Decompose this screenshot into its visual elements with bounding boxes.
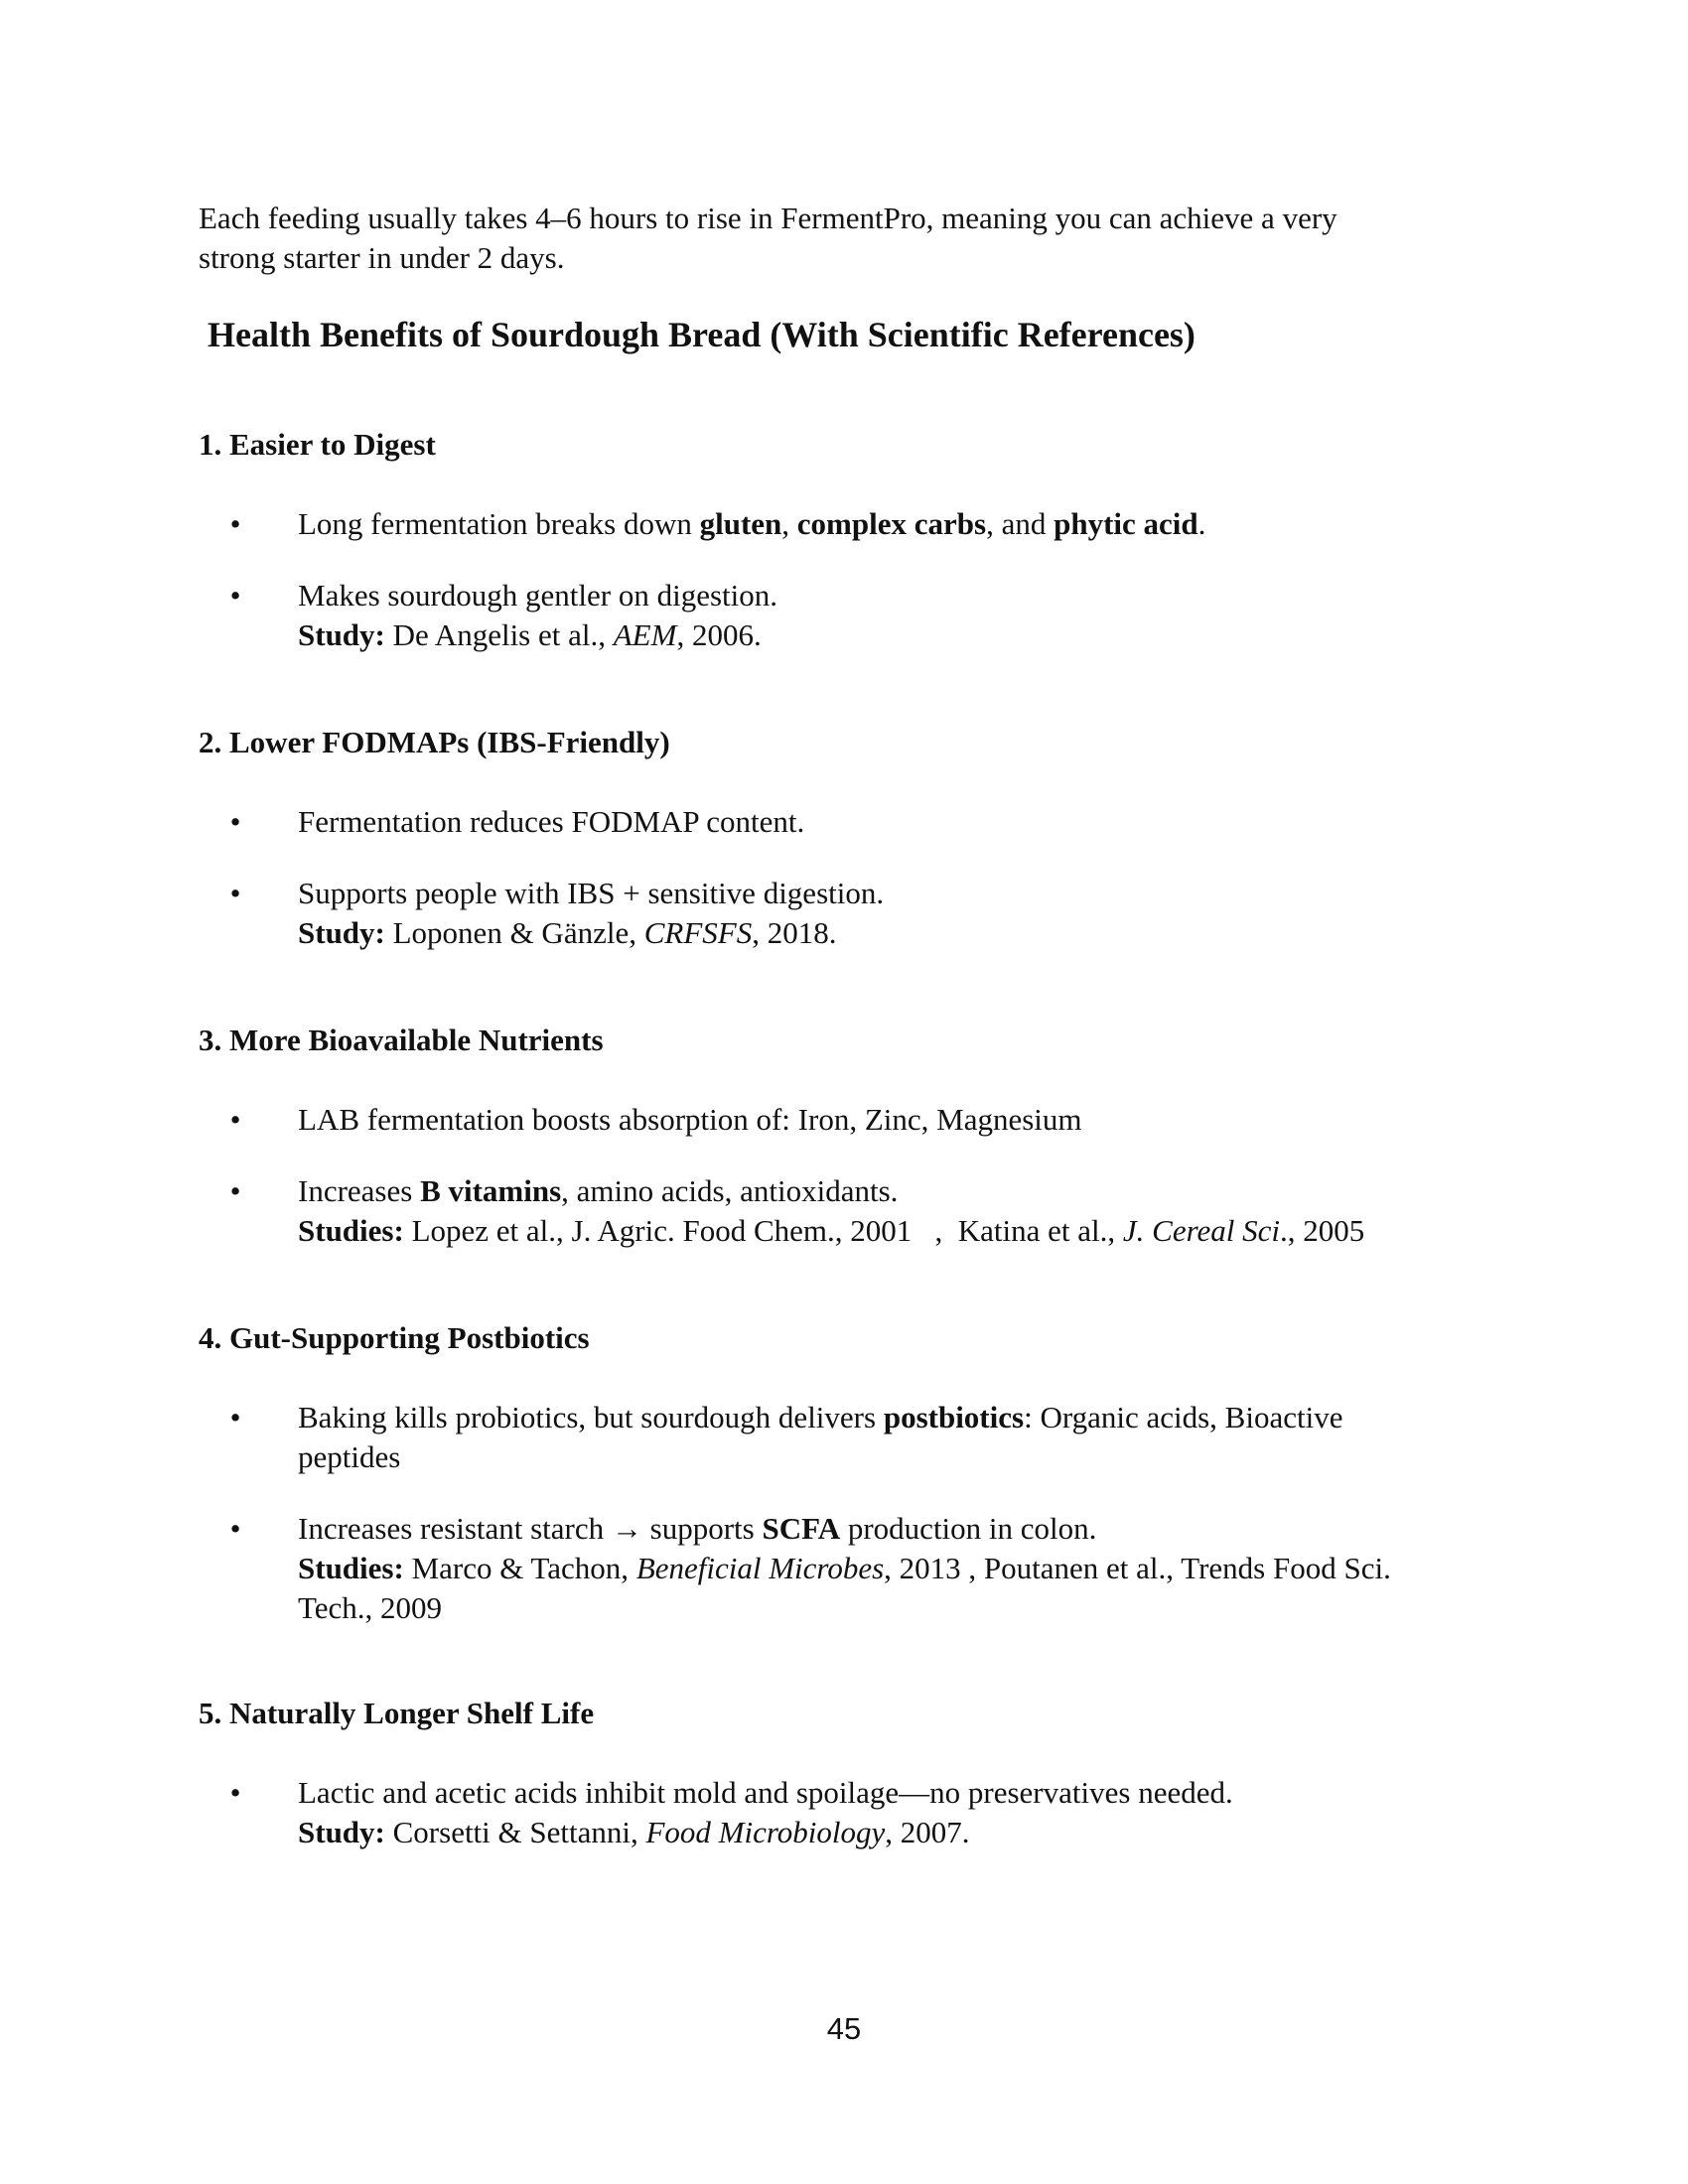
study-reference: Studies: Marco & Tachon, Beneficial Microbes, 2013 , Poutanen et al., Trends Food Sci. [298,1551,1391,1585]
section-heading: 2. Lower FODMAPs (IBS-Friendly) [199,725,670,759]
page-heading: Health Benefits of Sourdough Bread (With Scientific References) [208,315,1196,354]
bullet-marker: • [229,578,241,613]
study-reference: Study: De Angelis et al., AEM, 2006. [298,617,762,652]
bullet-marker: • [229,804,241,839]
study-reference: Study: Loponen & Gänzle, CRFSFS, 2018. [298,915,837,950]
bullet-marker: • [229,506,241,541]
list-item-text: LAB fermentation boosts absorption of: Iron, Zinc, Magnesium [298,1102,1082,1137]
study-reference: Studies: Lopez et al., J. Agric. Food Chem., 2001 , Katina et al., J. Cereal Sci., 2005 [298,1213,1365,1248]
list-item-text: Lactic and acetic acids inhibit mold and spoilage—no preservatives needed. Study: Corsetti & Settanni, Food Microbiology, 2007. [298,1773,1489,1852]
section-heading: 3. More Bioavailable Nutrients [199,1023,604,1057]
intro-paragraph [199,199,1489,278]
list-item-text: Increases resistant starch → supports SCFA production in colon. Studies: Marco & Tachon, Beneficial Microbes, 2013 , Poutanen et al., Trends Food Sci. Tech., 2009 [298,1509,1489,1628]
list-item-text: Baking kills probiotics, but sourdough delivers postbiotics: Organic acids, Bioactive peptides [298,1400,1343,1474]
page-number: 45 [826,2011,862,2046]
study-reference: Study: Corsetti & Settanni, Food Microbiology, 2007. [298,1815,970,1849]
study-reference-continued: Tech., 2009 [298,1590,443,1625]
bullet-marker: • [229,1400,241,1434]
bullet-marker: • [229,1511,241,1546]
list-item-text: Long fermentation breaks down gluten, complex carbs, and phytic acid. [298,506,1206,541]
list-item-text: Fermentation reduces FODMAP content. [298,804,805,839]
list-item-text: Makes sourdough gentler on digestion. Study: De Angelis et al., AEM, 2006. [298,576,1489,655]
section-heading: 5. Naturally Longer Shelf Life [199,1696,595,1730]
bullet-marker: • [229,1173,241,1208]
section-heading: 1. Easier to Digest [199,427,436,462]
list-item-text: Increases B vitamins, amino acids, antioxidants. Studies: Lopez et al., J. Agric. Food Chem., 2001 , Katina et al., J. Cereal Sci., 2005 [298,1171,1489,1251]
section-heading: 4. Gut-Supporting Postbiotics [199,1320,590,1355]
intro-line: Each feeding usually takes 4–6 hours to rise in FermentPro, meaning you can achieve a very [199,201,1337,235]
bullet-marker: • [229,1775,241,1810]
bullet-marker: • [229,876,241,910]
bullet-marker: • [229,1102,241,1137]
list-item-text: Supports people with IBS + sensitive digestion. Study: Loponen & Gänzle, CRFSFS, 2018. [298,874,1489,953]
intro-line: strong starter in under 2 days. [199,240,565,275]
